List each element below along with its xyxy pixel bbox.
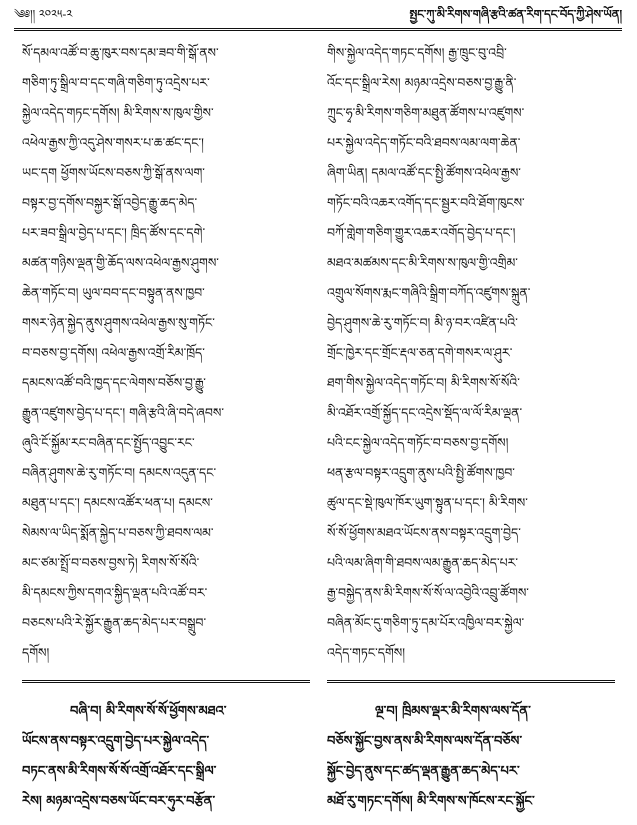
text-line: དམངས་འཚོ་བའི་ཁྱད་དང་ལེགས་བཅོས་བྱ་རྒྱུ་ bbox=[22, 375, 206, 390]
left-section-heading bbox=[22, 697, 310, 817]
heading-line: ཡོངས་ནས་བསྟར་འདྲུག་བྱེད་པར་སྐྱེལ་འདེད་ bbox=[22, 734, 210, 749]
text-line: སེམས་ལ་ཡིད་སྨོན་སྐྱེད་པ་བཅས་ཀྱི་ཐབས་ལམ་ bbox=[22, 525, 214, 540]
running-header bbox=[14, 6, 622, 28]
text-line: མཐུན་པ་དང་། དམངས་འཚོར་ཕན་པ། དམངས་ bbox=[22, 495, 213, 510]
text-line: ཞུའི་ངོ་སྐྱོམ་རང་བཞིན་དང་སྤྱོད་འབྱུང་རང་ bbox=[22, 435, 195, 450]
text-line: རྒྱུན་འཛུགས་བྱེད་པ་དང་། གཞི་རྩའི་ཞི་བདེ་ཞབས་ bbox=[22, 405, 224, 420]
left-column bbox=[22, 38, 310, 817]
heading-line: སྐྱོང་བྱེད་ནུས་དང་ཚད་ལྡན་རྒྱུན་ཆད་མེད་པར་ bbox=[327, 764, 520, 779]
text-line: པའི་ངང་སྐྱེལ་འདེད་གཏོང་བ་བཅས་བྱ་དགོས། bbox=[327, 435, 509, 450]
journal-issue: ༄༅།། ༢༠༢༥-༢ bbox=[14, 6, 73, 21]
section-divider bbox=[22, 680, 310, 683]
text-line: ཀྲུང་ཧྭ་མི་རིགས་གཅིག་མཐུན་ཚོགས་པ་འཛུགས་ bbox=[327, 105, 525, 120]
text-line: བ་བཅས་བྱ་དགོས། འཕེལ་རྒྱས་འགྲོ་རིམ་ཁྲོད་ bbox=[22, 345, 205, 360]
right-section-heading bbox=[327, 697, 615, 817]
text-line: གྲོང་ཁྱེར་དང་གྲོང་རྡལ་ཅན་དགེ་གསར་ལ་ཤུར་ bbox=[327, 345, 513, 360]
right-column bbox=[327, 38, 615, 817]
text-line: སོ་དམལ་འཚོ་བ་ཆུ་ཁུར་བས་དམ་ཟབ་གི་སྒོ་ནས་ bbox=[22, 45, 219, 60]
text-line: གིས་སྐྱེལ་འདེད་གཏང་དགོས། རྒྱ་ཁྲུང་བུ་འབྲི་ bbox=[327, 45, 507, 60]
right-column-text bbox=[327, 38, 615, 668]
text-line: པར་ཟབ་སྒྲིལ་བྱེད་པ་དང་། ཁྲིད་ཚོས་དང་དགེ་ bbox=[22, 225, 206, 240]
section-divider bbox=[327, 680, 615, 683]
text-line: ཡང་དག ཕྱོགས་ཡོངས་བཅས་ཀྱི་སྒོ་ནས་ལག་ bbox=[22, 165, 205, 180]
text-line: གསར་ཉེན་སྐྱེད་ནུས་ཤུགས་འཕེལ་རྒྱས་སུ་གཏོང་ bbox=[22, 315, 215, 330]
text-line: རྒྱ་བསྐྱེད་ནས་མི་རིགས་སོ་སོ་ལ་འབྱེའི་འབྲུ་ཚོགས་ bbox=[327, 585, 529, 600]
text-line: བསྟར་བྱ་དགོས་བསྐྱར་སྒོ་འབྱེད་རྒྱུ་ཆད་མེད་ bbox=[22, 195, 198, 210]
text-line: གཅིག་ཏུ་སྒྲིལ་བ་དང་གཞི་གཅིག་ཏུ་འདྲེས་པར་ bbox=[22, 75, 210, 90]
text-line: བཞིན་མོང་དུ་གཅིག་ཏུ་དམ་པོར་འཁྱིལ་བར་སྐྱེལ་ bbox=[327, 615, 525, 630]
text-line: ཕན་རྩལ་བསྟར་འདྲུག་ནུས་པའི་སྤྱི་ཚོགས་ཁྱབ་ bbox=[327, 465, 515, 480]
heading-line: མཐོ་རུ་གཏང་དགོས། མི་རིགས་ས་ཁོངས་རང་སྐྱོང་ bbox=[327, 794, 535, 809]
text-line: བཀོ་གླེག་གཅིག་གྱུར་འཆར་འགོད་བྱེད་པ་དང་། bbox=[327, 225, 516, 240]
text-line: འགྲུལ་སོགས་རྨང་གཞིའི་སྒྲིག་བཀོད་འཛུགས་སྐྲུན་ bbox=[327, 285, 531, 300]
text-line: སོ་སོ་ཕྱོགས་མཐའ་ཡོངས་ནས་བསྟར་འདྲུག་བྱེད་ bbox=[327, 525, 521, 540]
journal-title: སྤྱང་ཀུ་མི་རིགས་གཞི་རྩའི་ཚན་རིག་དང་བོད་ཀྱི་ཤེས་ཡོན། bbox=[409, 6, 622, 21]
text-line: པར་སྐྱེལ་འདེད་གཏོང་བའི་ཐབས་ལམ་ལག་ཆེན་ bbox=[327, 135, 521, 150]
text-line: ཞིག་ཡིན། དམལ་འཚོ་དང་སྤྱི་ཚོགས་འཕེལ་རྒྱས་ bbox=[327, 165, 521, 180]
text-line: འདེད་གཏང་དགོས། bbox=[327, 645, 405, 660]
heading-line: བཞི་བ། མི་རིགས་སོ་སོ་ཕྱོགས་མཐའ་ bbox=[70, 704, 227, 719]
text-line: གཏོང་བའི་འཆར་འགོད་དང་སྦྱར་བའི་ཐོག་ཁུངས་ bbox=[327, 195, 525, 210]
text-line: དགོས། bbox=[22, 645, 50, 660]
text-line: འོང་དང་སྒྲིལ་རེས། མཉམ་འདྲེས་བཅས་བྱ་རྒྱུ་ནི་ bbox=[327, 75, 517, 90]
header-rule bbox=[14, 28, 622, 31]
heading-line: རེས། མཉམ་འདྲེས་བཅས་ཡོང་བར་ཧུར་བརྩོན་ bbox=[22, 794, 216, 809]
text-line: བཅངས་པའི་རེ་སྐྱོར་རྒྱུན་ཆད་མེད་པར་བསྒྲུབ་ bbox=[22, 615, 207, 630]
text-line: མི་འཐོར་འགྲོ་སྐྱོད་དང་འདྲེས་སྡོད་ལ་ལོ་རིམ་ལྡན་ bbox=[327, 405, 523, 420]
heading-line: བཏང་ནས་མི་རིགས་སོ་སོ་འགྲོ་འཐོར་དང་སྒྲིལ་ bbox=[22, 764, 217, 779]
heading-line: བཅོས་སྐྱོང་བྱས་ནས་མི་རིགས་ལས་དོན་བཅོས་ bbox=[327, 734, 523, 749]
heading-line: ལྔ་བ། ཁྲིམས་ལྡར་མི་རིགས་ལས་དོན་ bbox=[375, 704, 531, 719]
text-line: བྱེད་ཤུགས་ཆེ་རུ་གཏོང་བ། མི་ཉ་བར་འཛིན་པའི་ bbox=[327, 315, 518, 330]
text-line: ཐག་གིས་སྐྱེལ་འདེད་གཏོང་བ། མི་རིགས་སོ་སོའི་ bbox=[327, 375, 520, 390]
text-line: པའི་ལམ་ཞིག་གི་ཐབས་ལམ་རྒྱུན་ཆད་མེད་པར་ bbox=[327, 555, 519, 570]
text-line: མཚན་གཉིས་ལྡན་གྱི་ཆོད་ལས་འཕེལ་རྒྱས་ཤུགས་ bbox=[22, 255, 219, 270]
text-line: མང་ཙམ་སྤྲོ་བ་བཅས་བྱས་ཏེ། རིགས་སོ་སོའི་ bbox=[22, 555, 200, 570]
text-line: འཕེལ་རྒྱས་ཀྱི་འདུ་ཤེས་གསར་པ་ཆ་ཚང་དང་། bbox=[22, 135, 204, 150]
text-line: ཚུལ་དང་སྡེ་ཁུལ་ཁོར་ཡུག་སྟུན་པ་དང་། མི་རིགས་ bbox=[327, 495, 528, 510]
text-line: བཞིན་ཤུགས་ཆེ་རུ་གཏོང་བ། དམངས་འདུན་དང་ bbox=[22, 465, 217, 480]
text-line: མཐའ་མཚམས་དང་མི་རིགས་ས་ཁུལ་གྱི་འགྲིམ་ bbox=[327, 255, 518, 270]
text-line: ཆེན་གཏོང་བ། ཡུལ་བབ་དང་བསྟུན་ནས་ཁྱབ་ bbox=[22, 285, 205, 300]
text-line: སྐྱེལ་འདེད་གཏང་དགོས། མི་རིགས་ས་ཁུལ་གྱིས་ bbox=[22, 105, 214, 120]
left-column-text bbox=[22, 38, 310, 668]
text-line: མི་དམངས་ཀྱིས་དགའ་སྐྱིད་ལྡན་པའི་འཚོ་བར་ bbox=[22, 585, 208, 600]
